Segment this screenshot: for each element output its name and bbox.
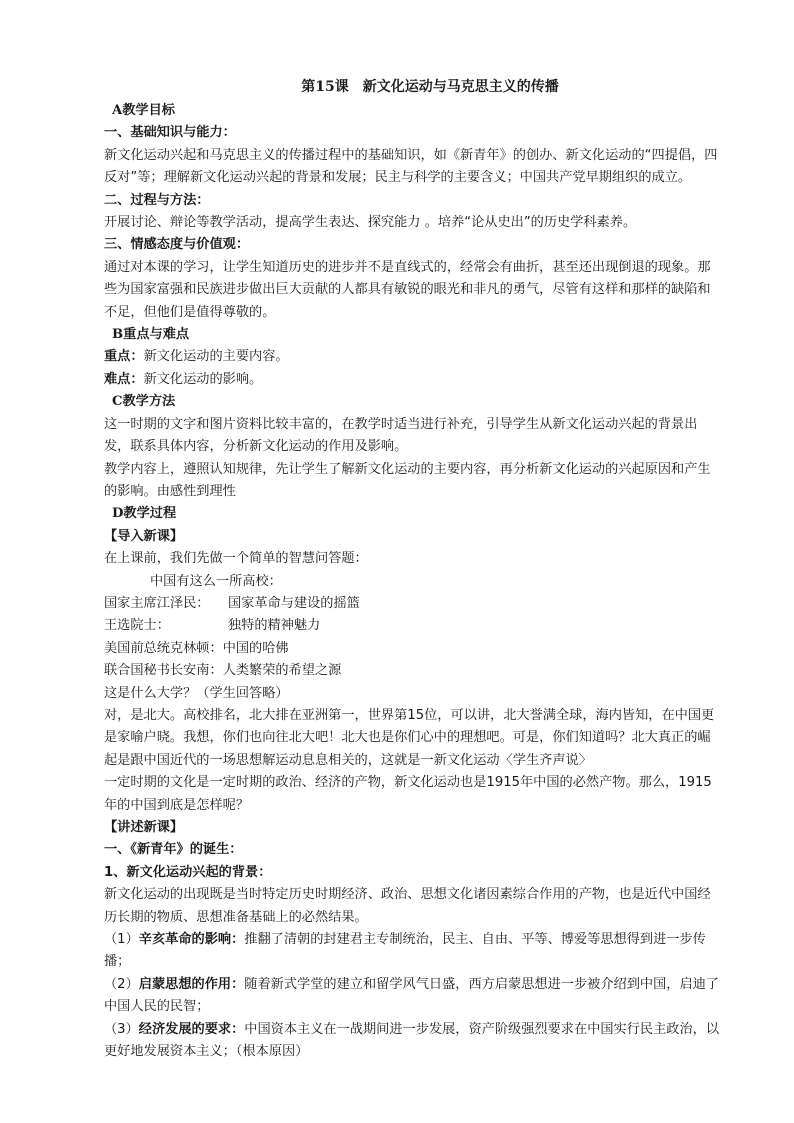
quote-text: 国家革命与建设的摇篮 [228, 595, 360, 611]
section-d-heading: D教学过程 [112, 506, 177, 522]
c-text-1: 这一时期的文字和图片资料比较丰富的，在教学时适当进行补充，引导学生从新文化运动兴起的背景出发，联系具体内容，分析新文化运动的作用及影响。 [104, 416, 698, 455]
intro-text: 在上课前，我们先做一个简单的智慧问答题： [104, 551, 368, 567]
item-label: 启蒙思想的作用： [138, 976, 245, 992]
background-heading: 1、新文化运动兴起的背景： [104, 864, 272, 880]
quote-speaker: 美国前总统克林顿： [104, 640, 223, 656]
a3-text-content: 通过对本课的学习，让学生知道历史的进步并不是直线式的，经常会有曲折，甚至还出现倒退的现象。那些为国家富强和民族进步做出巨大贡献的人都具有敏锐的眼光和非凡的勇气，尽管有这样和那样的缺陷和不足，但他们是值得尊敬的。 [104, 259, 711, 320]
section-c-heading: C教学方法 [112, 394, 176, 410]
a3-text [104, 257, 720, 324]
quote-speaker: 国家主席江泽民： [104, 595, 210, 611]
quote-row [104, 638, 720, 660]
item-number: （3） [104, 1021, 139, 1037]
quote-text: 中国的哈佛 [222, 640, 289, 656]
background-item [104, 1019, 720, 1064]
key-point-text: 新文化运动的主要内容。 [143, 349, 289, 365]
item-text: 推翻了清朝的封建君主专制统治，民主、自由、平等、博爱等思想得到进一步传播； [104, 932, 706, 970]
a1-heading: 一、基础知识与能力： [104, 125, 236, 141]
quiz-lead: 中国有这么一所高校： [150, 573, 282, 589]
background-item [104, 929, 720, 974]
item-number: （2） [104, 976, 139, 992]
item-label: 经济发展的要求： [138, 1021, 245, 1037]
key-point [104, 346, 720, 368]
a3-heading: 三、情感态度与价值观： [104, 237, 250, 253]
key-point-label: 重点： [104, 349, 144, 365]
a1-text: 新文化运动兴起和马克思主义的传播过程中的基础知识，如《新青年》的创办、新文化运动的“四提倡，四反对”等；理解新文化运动兴起的背景和发展；民主与科学的主要含义；中国共产党早期组织的成立。 [104, 147, 718, 186]
intro-para-2: 一定时期的文化是一定时期的政治、经济的产物，新文化运动也是1915年中国的必然产物。那么，1915年的中国到底是怎样呢？ [104, 775, 712, 813]
lecture-heading: 【讲述新课】 [104, 820, 184, 835]
a2-heading: 二、过程与方法： [104, 192, 210, 208]
lecture-section-1-heading: 一、《新青年》的诞生： [104, 842, 243, 858]
item-number: （1） [104, 932, 139, 948]
a2-text: 开展讨论、辩论等教学活动，提高学生表达、探究能力 。培养“论从史出”的历史学科素养。 [104, 215, 637, 231]
section-b-heading: B重点与难点 [112, 327, 190, 343]
difficult-point-label: 难点： [104, 371, 144, 387]
background-text: 新文化运动的出现既是当时特定历史时期经济、政治、思想文化诸因素综合作用的产物，也是近代中国经历长期的物质、思想准备基础上的必然结果。 [104, 887, 711, 925]
intro-para-1: 对，是北大。高校排名，北大排在亚洲第一，世界第15位，可以讲，北大誉满全球，海内皆知，在中国更是家喻户晓。我想，你们也向往北大吧！北大也是你们心中的理想吧。可是，你们知道吗？北大真正的崛起是跟中国近代的一场思想解运动息息相关的，这就是一新文化运动〈学生齐声说〉 [104, 707, 715, 768]
intro-heading: 【导入新课】 [104, 528, 184, 544]
quote-text: 独特的精神魅力 [228, 618, 321, 634]
item-text: 中国资本主义在一战期间进一步发展，资产阶级强烈要求在中国实行民主政治，以更好地发展资本主义；（根本原因） [104, 1021, 720, 1060]
item-label: 辛亥革命的影响： [138, 932, 245, 948]
difficult-point-text: 新文化运动的影响。 [143, 371, 263, 387]
quote-row [104, 593, 720, 615]
quote-speaker: 王选院士： [104, 618, 170, 634]
c-text-2: 教学内容上，遵照认知规律，先让学生了解新文化运动的主要内容，再分析新文化运动的兴起原因和产生的影响。由感性到理性 [104, 461, 711, 499]
section-a-heading: A教学目标 [112, 103, 175, 118]
quote-text: 人类繁荣的希望之源 [222, 663, 342, 679]
document-title: 第15课 新文化运动与马克思主义的传播 [301, 79, 559, 95]
document-body [104, 76, 720, 1063]
quote-speaker: 联合国秘书长安南： [104, 663, 223, 679]
quote-row [104, 660, 720, 682]
difficult-point [104, 369, 720, 391]
item-text: 随着新式学堂的建立和留学风气日盛，西方启蒙思想进一步被介绍到中国，启迪了中国人民的民智； [104, 976, 720, 1015]
quote-row [104, 615, 720, 637]
background-item [104, 974, 720, 1019]
quiz-question: 这是什么大学？（学生回答略） [104, 685, 289, 701]
